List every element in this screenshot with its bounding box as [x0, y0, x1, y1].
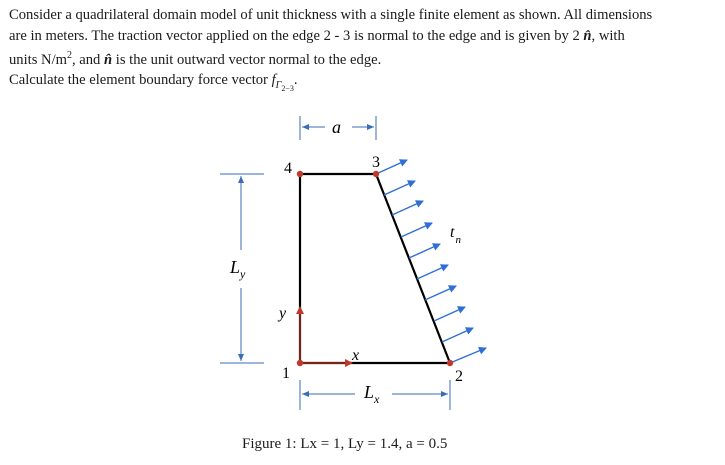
dimension-label-Lx: $L_x$ — [364, 382, 380, 406]
traction-arrows — [376, 160, 486, 363]
traction-label: $t_n$ — [450, 224, 461, 246]
dimension-label-Ly: $L_y$ — [230, 257, 246, 281]
node-1-marker-icon — [297, 360, 303, 366]
dimension-label-a: a — [332, 117, 341, 137]
traction-arrow-icon — [401, 223, 432, 237]
element-quadrilateral — [300, 174, 450, 363]
units-text: units N/m — [9, 51, 67, 68]
problem-line-2-text: are in meters. The traction vector applied on the edge 2 - 3 is normal to the edge and is given by 2 — [9, 27, 580, 44]
caption-text: Lx = 1, Ly = 1.4, a = 0.5 — [300, 436, 448, 452]
traction-arrow-icon — [450, 348, 486, 363]
problem-line-2-end: , with — [591, 27, 625, 44]
unit-normal-symbol-2: n̂ — [104, 51, 113, 68]
traction-arrow-icon — [376, 160, 407, 174]
node-label-2: 2 — [455, 368, 463, 385]
axis-label-y: y — [279, 305, 287, 322]
node-3-marker-icon — [373, 171, 379, 177]
node-4-marker-icon — [297, 171, 303, 177]
unit-normal-symbol: n̂ — [583, 27, 592, 44]
traction-arrow-icon — [425, 286, 456, 300]
node-label-3: 3 — [372, 154, 380, 171]
problem-line-3-text: is the unit outward vector normal to the edge. — [115, 51, 382, 68]
node-label-1: 1 — [282, 365, 290, 382]
problem-line-1: Consider a quadrilateral domain model of unit thickness with a single finite element as shown. All dimensions — [9, 7, 653, 23]
traction-arrow-icon — [417, 265, 448, 279]
node-2-marker-icon — [447, 360, 453, 366]
units-exponent: 2 — [66, 50, 72, 61]
caption-prefix: Figure 1: — [242, 436, 297, 452]
figure-caption — [242, 436, 447, 453]
traction-arrow-icon — [442, 328, 473, 342]
force-vector-symbol: $f_{\Gamma_{2-3}}$ — [271, 72, 294, 94]
traction-arrow-icon — [434, 307, 465, 321]
traction-arrow-icon — [409, 244, 440, 258]
problem-line-4: Calculate the element boundary force vector $f_{\Gamma_{2-3}}$. — [9, 72, 298, 94]
axis-label-x: x — [352, 347, 360, 364]
problem-line-3-and: , and — [71, 51, 101, 68]
traction-arrow-icon — [384, 181, 415, 195]
traction-arrow-icon — [392, 201, 423, 215]
problem-line-4-text: Calculate the element boundary force vector — [9, 72, 268, 89]
node-label-4: 4 — [284, 160, 292, 177]
